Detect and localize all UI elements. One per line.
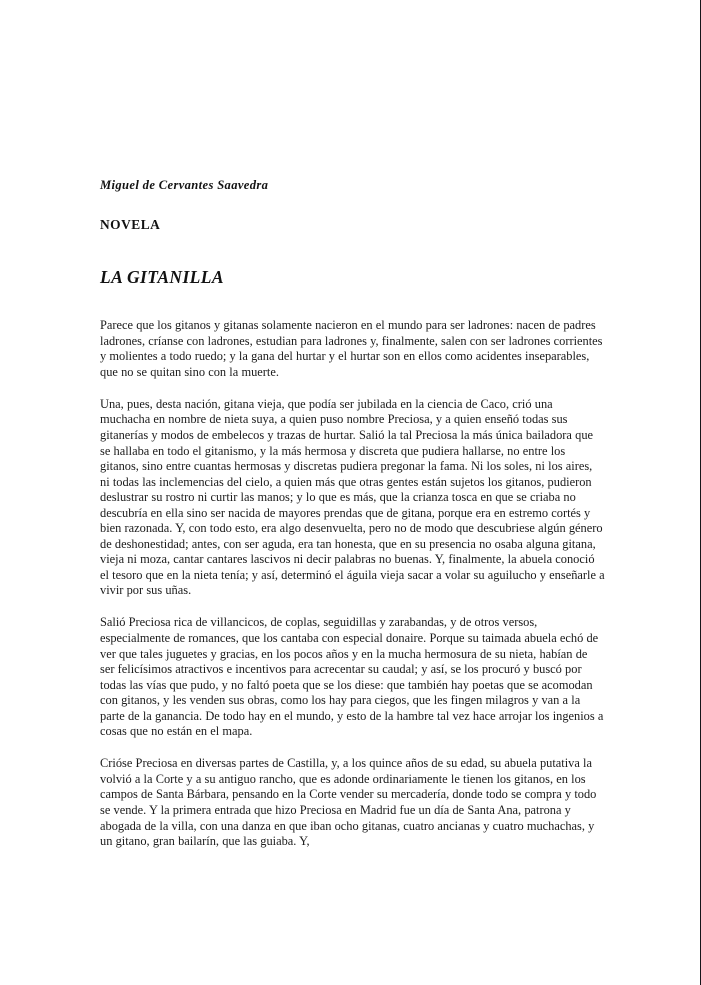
body-paragraph: Salió Preciosa rica de villancicos, de coplas, seguidillas y zarabandas, y de otros versos, especialmente de romances, que los cantaba con especial donaire. Porque su taimada abuela echó de ver que tales juguetes y gracias, en los pocos años y en la mucha hermosura de su nieta, habían de ser felicísimos atractivos e incentivos para acrecentar su caudal; y así, se los procuró y buscó por todas las vías que pudo, y no faltó poeta que se los diese: que también hay poetas que se acomodan con gitanos, y les venden sus obras, como los hay para ciegos, que les fingen milagros y van a la parte de la ganancia. De todo hay en el mundo, y esto de la hambre tal vez hace arrojar los ingenios a cosas que no están en el mapa. [100,615,604,739]
body-paragraph: Parece que los gitanos y gitanas solamente nacieron en el mundo para ser ladrones: nacen de padres ladrones, críanse con ladrones, estudian para ladrones y, finalmente, salen con ser ladrones corrientes y molientes a todo ruedo; y la gana del hurtar y el hurtar son en ellos como acidentes inseparables, que no se quitan sino con la muerte. [100,318,603,379]
page-content [100,178,605,850]
body-paragraph: Una, pues, desta nación, gitana vieja, que podía ser jubilada en la ciencia de Caco, crió una muchacha en nombre de nieta suya, a quien puso nombre Preciosa, y a quien enseñó todas sus gitanerías y modos de embelecos y trazas de hurtar. Salió la tal Preciosa la más única bailadora que se hallaba en todo el gitanismo, y la más hermosa y discreta que pudiera hallarse, no entre los gitanos, sino entre cuantas hermosas y discretas pudiera pregonar la fama. Ni los soles, ni los aires, ni todas las inclemencias del cielo, a quien más que otras gentes están sujetos los gitanos, pudieron deslustrar su rostro ni curtir las manos; y lo que es más, que la crianza tosca en que se criaba no descubría en ella sino ser nacida de mayores prendas que de gitana, porque era en estremo cortés y bien razonada. Y, con todo esto, era algo desenvuelta, pero no de modo que descubriese algún género de deshonestidad; antes, con ser aguda, era tan honesta, que en su presencia no osaba alguna gitana, vieja ni moza, cantar cantares lascivos ni decir palabras no buenas. Y, finalmente, la abuela conoció el tesoro que en la nieta tenía; y así, determinó el águila vieja sacar a volar su aguilucho y enseñarle a vivir por sus uñas. [100,396,605,598]
body-paragraph: Crióse Preciosa en diversas partes de Castilla, y, a los quince años de su edad, su abuela putativa la volvió a la Corte y a su antiguo rancho, que es adonde ordinariamente le tienen los gitanos, en los campos de Santa Bárbara, pensando en la Corte vender su mercadería, donde todo se compra y todo se vende. Y la primera entrada que hizo Preciosa en Madrid fue un día de Santa Ana, patrona y abogada de la villa, con una danza en que iban ocho gitanas, cuatro ancianas y cuatro muchachas, y un gitano, gran bailarín, que las guiaba. Y, [100,756,597,849]
document-author: Miguel de Cervantes Saavedra [100,178,269,192]
page-title: LA GITANILLA [100,267,224,288]
document-body [100,318,605,849]
document-kicker: NOVELA [100,217,161,233]
